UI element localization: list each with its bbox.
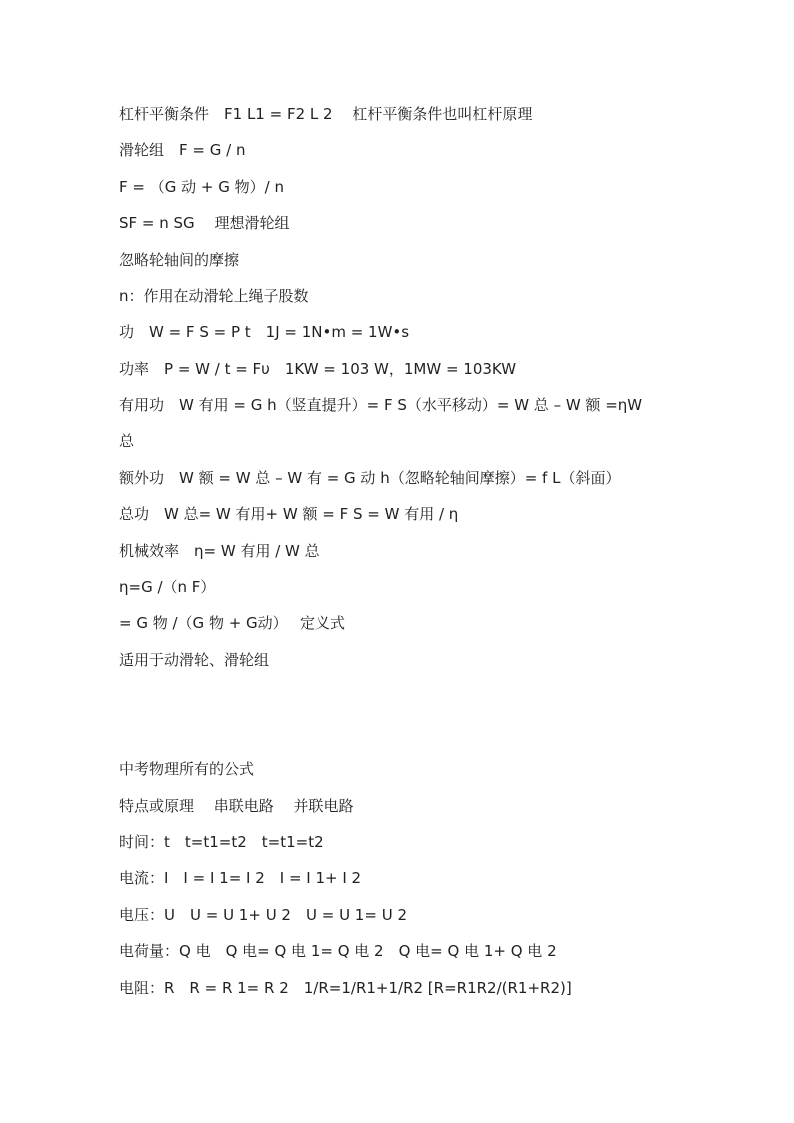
text-line: = G 物 /（G 物 + G动） 定义式 — [119, 614, 345, 632]
section-heading: 中考物理所有的公式 — [119, 760, 255, 778]
text-line: 忽略轮轴间的摩擦 — [119, 251, 240, 269]
text-line: 特点或原理 串联电路 并联电路 — [119, 797, 354, 815]
text-line: 功率 P = W / t = Fυ 1KW = 103 W，1MW = 103KW — [119, 360, 517, 378]
text-line: 总 — [119, 432, 135, 450]
text-line: 总功 W 总= W 有用+ W 额 = F S = W 有用 / η — [119, 505, 459, 523]
text-line: 功 W = F S = P t 1J = 1N•m = 1W•s — [119, 323, 410, 341]
text-line: 杠杆平衡条件 F1 L1 = F2 L 2 杠杆平衡条件也叫杠杆原理 — [119, 105, 533, 123]
text-line: 电阻：R R = R 1= R 2 1/R=1/R1+1/R2 [R=R1R2/(R1+R2)] — [119, 979, 572, 997]
text-line: 时间：t t=t1=t2 t=t1=t2 — [119, 833, 324, 851]
text-line: 电流：I I = I 1= I 2 I = I 1+ I 2 — [119, 869, 362, 887]
text-line: 滑轮组 F = G / n — [119, 141, 246, 159]
text-line: 额外功 W 额 = W 总 – W 有 = G 动 h（忽略轮轴间摩擦）= f L（斜面） — [119, 469, 621, 487]
text-line: 有用功 W 有用 = G h（竖直提升）= F S（水平移动）= W 总 – W 额 =ηW — [119, 396, 643, 414]
text-line: 适用于动滑轮、滑轮组 — [119, 651, 270, 669]
text-line: SF = n SG 理想滑轮组 — [119, 214, 290, 232]
text-line: F = （G 动 + G 物）/ n — [119, 178, 284, 196]
text-line: 机械效率 η= W 有用 / W 总 — [119, 542, 320, 560]
text-line: 电压：U U = U 1+ U 2 U = U 1= U 2 — [119, 906, 407, 924]
text-line: 电荷量：Q 电 Q 电= Q 电 1= Q 电 2 Q 电= Q 电 1+ Q 电 2 — [119, 942, 557, 960]
text-line: η=G /（n F） — [119, 578, 216, 596]
text-line: n：作用在动滑轮上绳子股数 — [119, 287, 309, 305]
